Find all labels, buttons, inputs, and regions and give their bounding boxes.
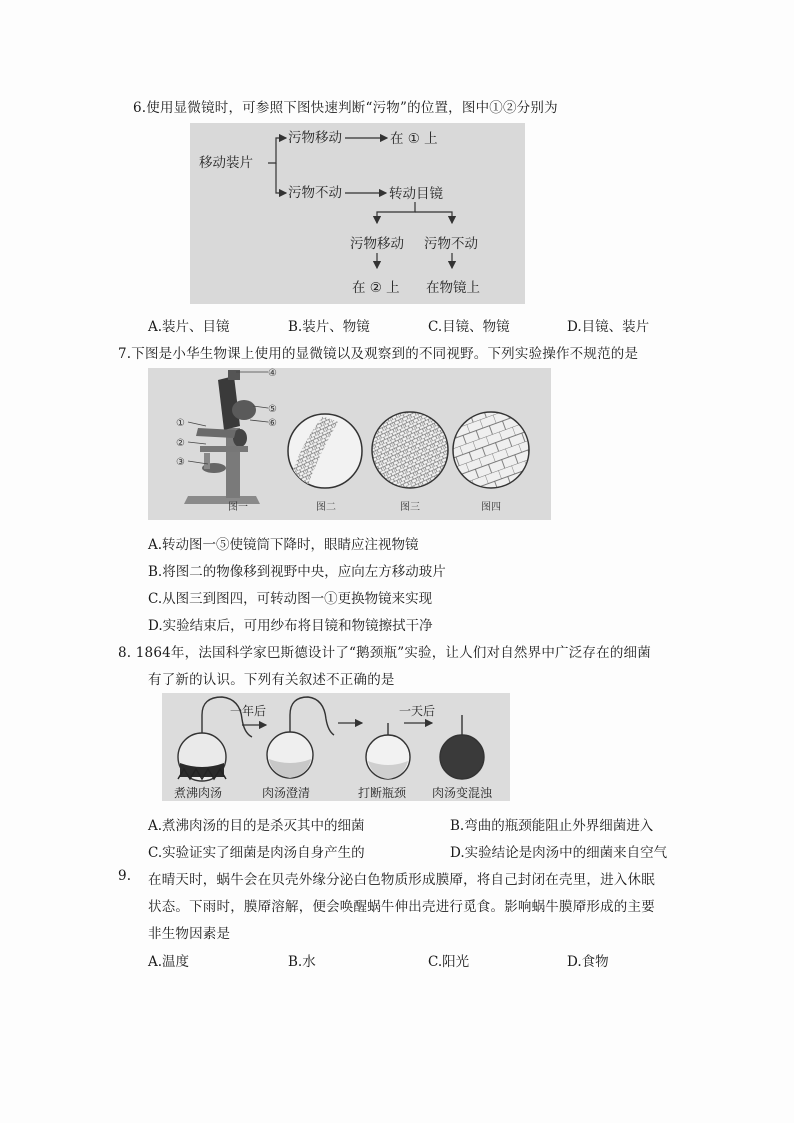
q7-option-d[interactable]: D.实验结束后，可用纱布将目镜和物镜擦拭干净 [148,618,433,634]
caption-1: 煮沸肉汤 [174,786,223,800]
fig-label-2: 图二 [316,502,336,513]
q6-option-c[interactable]: C.目镜、物镜 [428,319,510,335]
diagram-step2: 转动目镜 [389,186,443,202]
q7-stem: 7.下图是小华生物课上使用的显微镜以及观察到的不同视野。下列实验操作不规范的是 [118,346,639,362]
arrow-label-year: 一年后 [230,704,267,718]
q6-option-b[interactable]: B.装片、物镜 [288,319,370,335]
q9-option-b[interactable]: B.水 [288,954,316,970]
caption-3: 打断瓶颈 [358,786,407,800]
arrow-label-day: 一天后 [399,704,436,718]
marker-4: ④ [268,368,277,379]
q8-option-b[interactable]: B.弯曲的瓶颈能阻止外界细菌进入 [450,818,654,834]
flask-3 [366,723,410,779]
q9-option-d[interactable]: D.食物 [567,954,609,970]
fig-label-4: 图四 [481,502,501,513]
q9-option-c[interactable]: C.阳光 [428,954,470,970]
view-4-circle [453,412,529,488]
q8-option-d[interactable]: D.实验结论是肉汤中的细菌来自空气 [450,845,668,861]
q8-figure-svg [162,693,510,801]
fig-label-3: 图三 [400,502,420,513]
diagram-result2: 在 ② 上 [352,280,400,296]
q6-option-a[interactable]: A.装片、目镜 [148,319,230,335]
caption-4: 肉汤变混浊 [432,786,493,800]
marker-2: ② [176,438,185,449]
diagram-branch2: 污物不动 [288,185,342,201]
diagram-branch1: 污物移动 [288,130,342,146]
q8-flask-figure [162,693,510,801]
q6-option-d[interactable]: D.目镜、装片 [567,319,650,335]
q9-option-a[interactable]: A.温度 [148,954,190,970]
q9-line3: 非生物因素是 [148,926,231,942]
q7-figure-svg [148,368,551,520]
q6-flow-svg [190,123,525,304]
q7-option-a[interactable]: A.转动图一⑤使镜筒下降时，眼睛应注视物镜 [148,537,419,553]
q8-option-c[interactable]: C.实验证实了细菌是肉汤自身产生的 [148,845,365,861]
q7-option-b[interactable]: B.将图二的物像移到视野中央，应向左方移动玻片 [148,564,446,580]
q8-stem-line1: 8. 1864年，法国科学家巴斯德设计了“鹅颈瓶”实验，让人们对自然界中广泛存在的细菌 [118,645,651,661]
marker-5: ⑤ [268,404,277,415]
diagram-result3: 在物镜上 [426,280,480,296]
marker-1: ① [176,418,185,429]
view-3-circle [372,412,448,488]
q8-option-a[interactable]: A.煮沸肉汤的目的是杀灭其中的细菌 [148,818,365,834]
q8-stem-line2: 有了新的认识。下列有关叙述不正确的是 [148,672,395,688]
arrow-to-branch1 [268,138,286,163]
arrow-to-sub1 [377,202,415,223]
marker-3: ③ [176,457,185,468]
flask-4 [440,715,484,779]
q9-number: 9. [118,868,132,884]
fig-label-1: 图一 [228,502,248,513]
q6-stem: 6.使用显微镜时，可参照下图快速判断“污物”的位置，图中①②分别为 [133,100,558,116]
caption-2: 肉汤澄清 [262,786,311,800]
diagram-result1: 在 ① 上 [390,131,438,147]
q9-line1: 在晴天时，蜗牛会在贝壳外缘分泌白色物质形成膜厣，将自己封闭在壳里，进入休眠 [148,872,655,888]
diagram-root: 移动装片 [199,155,253,171]
diagram-sub1: 污物移动 [350,236,404,252]
marker-6: ⑥ [268,418,277,429]
arrow-to-branch2 [276,163,286,193]
q7-microscope-figure [148,368,551,520]
microscope-illustration [184,370,260,504]
diagram-sub2: 污物不动 [424,236,478,252]
q6-flow-diagram [190,123,525,304]
q9-line2: 状态。下雨时，膜厣溶解，便会唤醒蜗牛伸出壳进行觅食。影响蜗牛膜厣形成的主要 [148,899,655,915]
arrow-to-sub2 [415,212,452,223]
q7-option-c[interactable]: C.从图三到图四，可转动图一①更换物镜来实现 [148,591,433,607]
